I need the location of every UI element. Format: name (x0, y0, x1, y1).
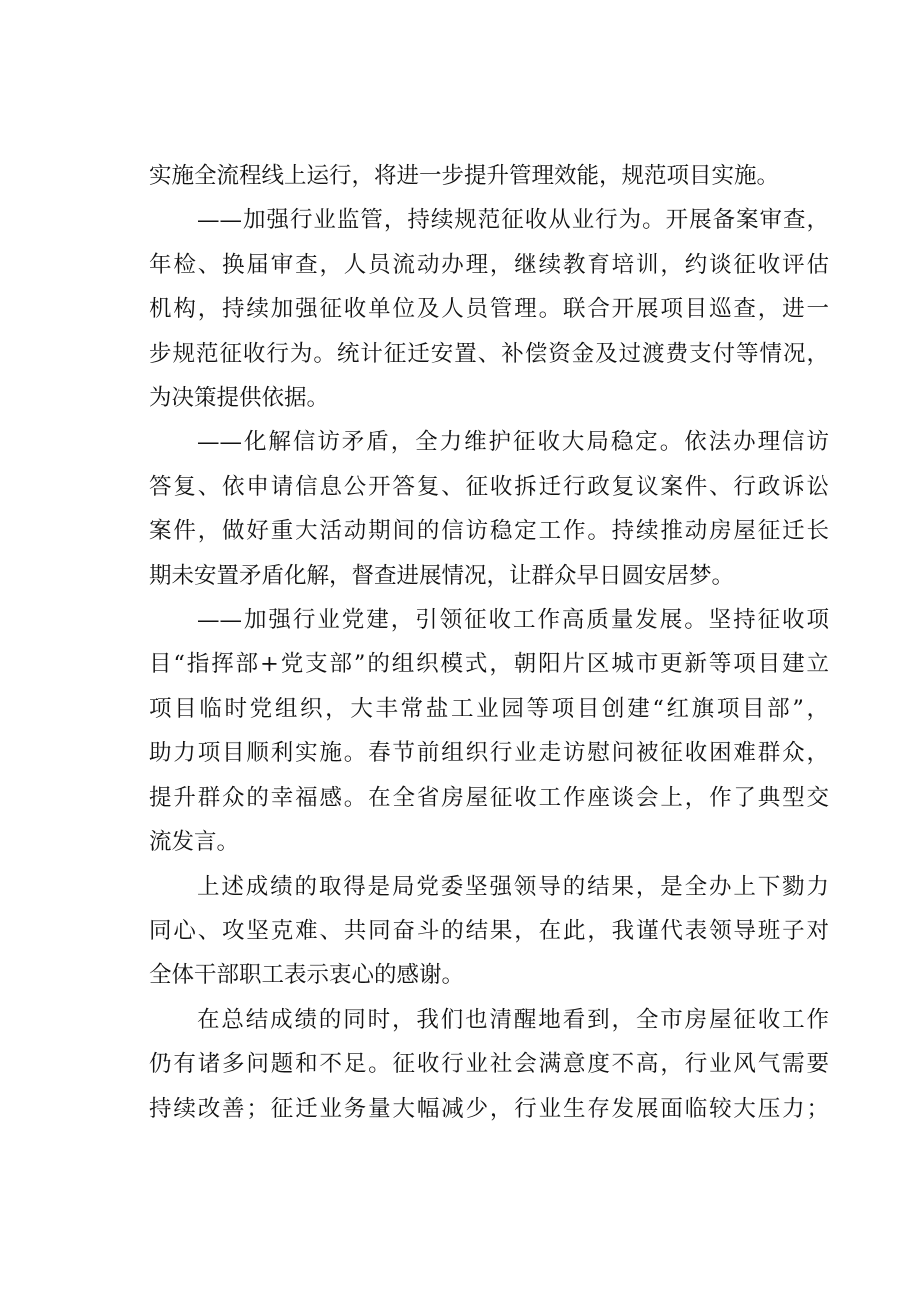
text-line: ——化解信访矛盾，全力维护征收大局稳定。依法办理信访 (197, 429, 829, 456)
text-line: 步规范征收行为。统计征迁安置、补偿资金及过渡费支付等情况， (149, 340, 829, 367)
text-line: 流发言。 (149, 829, 240, 856)
text-line: 实施全流程线上运行，将进一步提升管理效能，规范项目实施。 (149, 163, 780, 189)
document-body (149, 154, 829, 1131)
text-line: 目“指挥部+党支部”的组织模式，朝阳片区城市更新等项目建立 (149, 651, 829, 678)
text-line: 在总结成绩的同时，我们也清醒地看到，全市房屋征收工作 (197, 1006, 829, 1033)
paragraph-continuation (149, 154, 829, 198)
text-line: 同心、攻坚克难、共同奋斗的结果，在此，我谨代表领导班子对 (149, 917, 829, 944)
text-line: 持续改善；征迁业务量大幅减少，行业生存发展面临较大压力； (149, 1095, 829, 1122)
text-line: 案件，做好重大活动期间的信访稳定工作。持续推动房屋征迁长 (149, 518, 829, 545)
text-line: ——加强行业党建，引领征收工作高质量发展。坚持征收项 (197, 607, 829, 634)
text-line: 提升群众的幸福感。在全省房屋征收工作座谈会上，作了典型交 (149, 784, 829, 811)
paragraph-acknowledgement (149, 865, 829, 998)
text-line: 项目临时党组织，大丰常盐工业园等项目创建“红旗项目部”， (149, 695, 829, 722)
text-line: 期未安置矛盾化解，督查进展情况，让群众早日圆安居梦。 (149, 562, 735, 589)
paragraph-problems (149, 998, 829, 1131)
text-line: 仍有诸多问题和不足。征收行业社会满意度不高，行业风气需要 (149, 1051, 829, 1078)
text-line: 答复、依申请信息公开答复、征收拆迁行政复议案件、行政诉讼 (149, 473, 829, 500)
text-line: 为决策提供依据。 (149, 385, 330, 412)
paragraph-petition-resolution (149, 420, 829, 598)
paragraph-industry-supervision (149, 198, 829, 420)
text-line: 上述成绩的取得是局党委坚强领导的结果，是全办上下勠力 (197, 873, 829, 900)
text-line: 助力项目顺利实施。春节前组织行业走访慰问被征收困难群众， (149, 740, 829, 767)
text-line: 全体干部职工表示衷心的感谢。 (149, 962, 465, 989)
text-line: 机构，持续加强征收单位及人员管理。联合开展项目巡查，进一 (149, 296, 829, 323)
text-line: ——加强行业监管，持续规范征收从业行为。开展备案审查， (197, 207, 829, 234)
paragraph-party-building (149, 598, 829, 864)
text-line: 年检、换届审查，人员流动办理，继续教育培训，约谈征收评估 (149, 251, 829, 278)
